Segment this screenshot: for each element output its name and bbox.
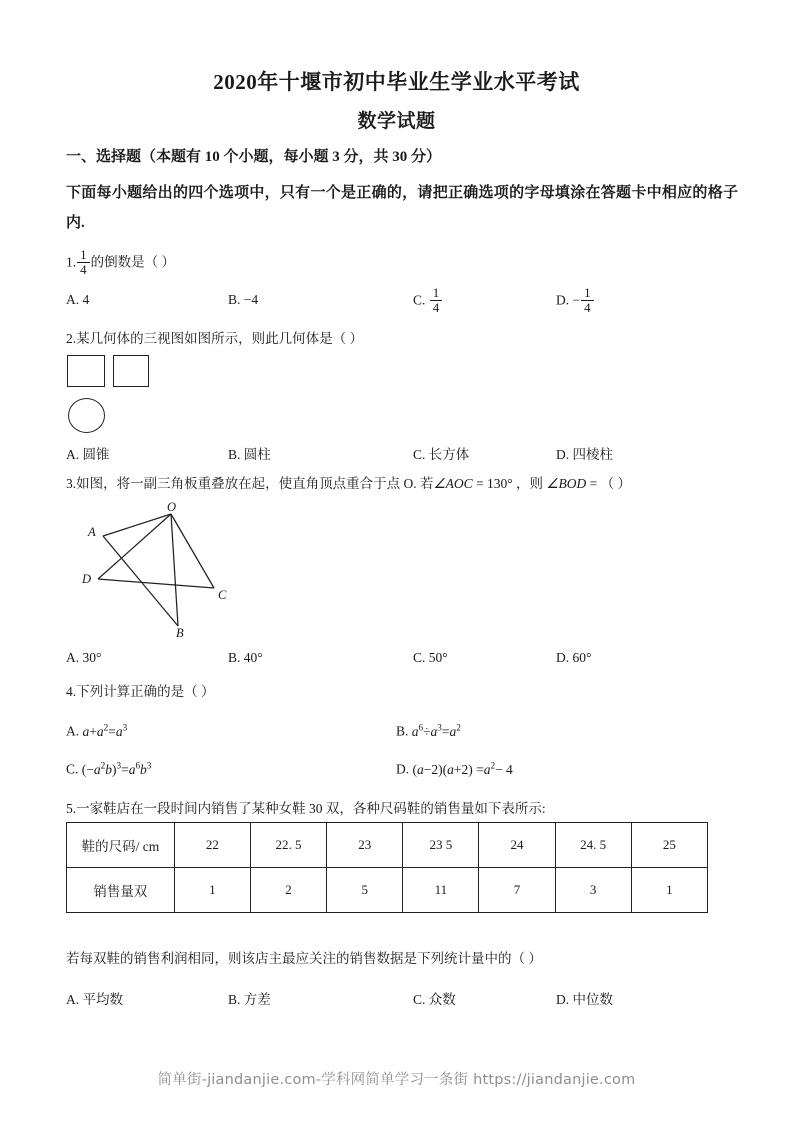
option-text: 方差 — [243, 992, 271, 1007]
option-label: C. — [413, 292, 426, 308]
option-text: 中位数 — [572, 992, 613, 1007]
size-cell: 22. 5 — [250, 823, 326, 868]
option-label: B. — [228, 292, 241, 307]
question-5-option-d[interactable] — [556, 988, 613, 1008]
question-1-option-a[interactable] — [66, 292, 89, 308]
option-text: 长方体 — [428, 447, 470, 462]
question-1-number: 1. — [66, 254, 77, 270]
option-label: B. — [396, 723, 409, 739]
question-1-option-b[interactable] — [228, 292, 258, 308]
option-label: B. — [228, 650, 241, 665]
page-title: 2020年十堰市初中毕业生学业水平考试 — [213, 70, 580, 94]
table-row-sizes — [67, 823, 708, 868]
option-expression: $(a-2)(a+2) =a^2- 4$ — [412, 760, 513, 777]
vertex-label-a: A — [88, 525, 96, 539]
option-label: C. — [66, 761, 79, 777]
question-1-fraction: $\frac{1}{4}$ — [77, 248, 90, 276]
quantity-cell: 1 — [631, 868, 707, 913]
size-cell: 24 — [479, 823, 555, 868]
angle-bod: ∠BOD — [546, 476, 587, 491]
size-cell: 23 5 — [403, 823, 479, 868]
option-label: A. — [66, 992, 80, 1007]
size-cell: 22 — [174, 823, 250, 868]
option-expression: $a+a^2=a^3$ — [82, 722, 128, 739]
option-expression: $a^6\div a^3=a^2$ — [411, 722, 461, 739]
question-3-option-c[interactable] — [413, 650, 448, 666]
size-cell: 25 — [631, 823, 707, 868]
option-label: A. — [66, 650, 80, 665]
option-label: C. — [413, 447, 426, 462]
question-5-option-b[interactable] — [228, 988, 271, 1008]
question-3-figure — [66, 500, 296, 640]
question-4-option-b[interactable] — [396, 722, 461, 740]
option-label: B. — [228, 447, 241, 462]
overlapping-triangles-svg — [66, 500, 296, 640]
option-label: D. — [556, 992, 570, 1007]
question-3-option-b[interactable] — [228, 650, 263, 666]
option-text: 30° — [82, 650, 102, 665]
option-text: 4 — [82, 292, 90, 307]
quantity-cell: 2 — [250, 868, 326, 913]
question-3-stem-text: 3.如图，将一副三角板重叠放在起，使直角顶点重合于点 O. 若 — [66, 476, 434, 491]
row-header-size: 鞋的尺码/ cm — [67, 823, 175, 868]
option-text: 众数 — [428, 992, 456, 1007]
option-text: 圆柱 — [243, 447, 271, 462]
option-text: 50° — [428, 650, 448, 665]
option-text: − — [572, 292, 581, 308]
option-text: 圆锥 — [82, 447, 110, 462]
option-text: 平均数 — [82, 992, 123, 1007]
option-label: B. — [228, 992, 241, 1007]
question-3-eq-1: = 130° ，则 — [472, 476, 547, 491]
row-header-quantity: 销售量双 — [67, 868, 175, 913]
question-4-option-c[interactable] — [66, 760, 151, 778]
section-heading: 一、选择题（本题有 10 个小题，每小题 3 分，共 30 分） — [66, 149, 442, 165]
question-2-option-a[interactable] — [66, 443, 110, 463]
option-text: 四棱柱 — [572, 447, 613, 462]
section-instructions: 下面每小题给出的四个选项中，只有一个是正确的，请把正确选项的字母填涂在答题卡中相应的格子内. — [66, 185, 738, 231]
option-text: 40° — [243, 650, 263, 665]
vertex-label-d: D — [82, 572, 92, 586]
footer-watermark: 简单街-jiandanjie.com-学科网简单学习一条街 https://jiandanjie.com — [157, 1072, 636, 1088]
question-1-option-d[interactable] — [556, 286, 595, 314]
question-1-stem-text: 的倒数是（ ） — [90, 254, 175, 270]
option-fraction: $\frac{1}{4}$ — [430, 286, 443, 314]
question-3-option-a[interactable] — [66, 650, 101, 666]
option-text: −4 — [243, 292, 259, 307]
option-label: D. — [556, 447, 570, 462]
size-cell: 23 — [327, 823, 403, 868]
vertex-label-b: B — [176, 626, 184, 640]
question-2-option-c[interactable] — [413, 443, 469, 463]
option-expression: $(-a^2b)^3=a^6b^3$ — [81, 760, 152, 777]
question-4-stem: 4.下列计算正确的是（ ） — [66, 684, 215, 699]
option-label: D. — [396, 761, 410, 777]
question-5-option-c[interactable] — [413, 988, 456, 1008]
question-1-option-c[interactable] — [413, 286, 443, 314]
vertex-label-o: O — [167, 500, 177, 514]
option-label: D. — [556, 650, 570, 665]
side-view-square-icon — [113, 355, 149, 387]
option-label: A. — [66, 447, 80, 462]
quantity-cell: 1 — [174, 868, 250, 913]
question-5-stem: 5.一家鞋店在一段时间内销售了某种女鞋 30 双，各种尺码鞋的销售量如下表所示: — [66, 801, 546, 816]
question-3-eq-2: = （ ） — [586, 476, 631, 491]
quantity-cell: 11 — [403, 868, 479, 913]
angle-aoc: ∠AOC — [433, 476, 473, 491]
vertex-label-c: C — [218, 588, 227, 602]
question-4-option-a[interactable] — [66, 722, 127, 740]
size-cell: 24. 5 — [555, 823, 631, 868]
option-fraction: $\frac{1}{4}$ — [581, 286, 594, 314]
option-text: 60° — [572, 650, 592, 665]
question-5-sub-stem: 若每双鞋的销售利润相同，则该店主最应关注的销售数据是下列统计量中的（ ） — [66, 951, 542, 966]
option-label: D. — [556, 292, 570, 308]
question-2-option-b[interactable] — [228, 443, 271, 463]
quantity-cell: 5 — [327, 868, 403, 913]
question-3-stem — [66, 475, 631, 493]
option-label: A. — [66, 292, 80, 307]
question-2-stem: 2.某几何体的三视图如图所示，则此几何体是（ ） — [66, 331, 363, 346]
option-label: C. — [413, 992, 426, 1007]
question-4-option-d[interactable] — [396, 760, 513, 778]
option-label: C. — [413, 650, 426, 665]
shoe-sales-table — [66, 822, 708, 913]
table-row-quantities — [67, 868, 708, 913]
option-label: A. — [66, 723, 80, 739]
question-3-option-d[interactable] — [556, 650, 591, 666]
question-2-option-d[interactable] — [556, 443, 613, 463]
quantity-cell: 3 — [555, 868, 631, 913]
question-1-stem — [66, 248, 175, 276]
quantity-cell: 7 — [479, 868, 555, 913]
front-view-square-icon — [67, 355, 105, 387]
top-view-circle-icon — [68, 398, 105, 433]
page-subtitle: 数学试题 — [357, 111, 436, 132]
question-5-option-a[interactable] — [66, 988, 123, 1008]
